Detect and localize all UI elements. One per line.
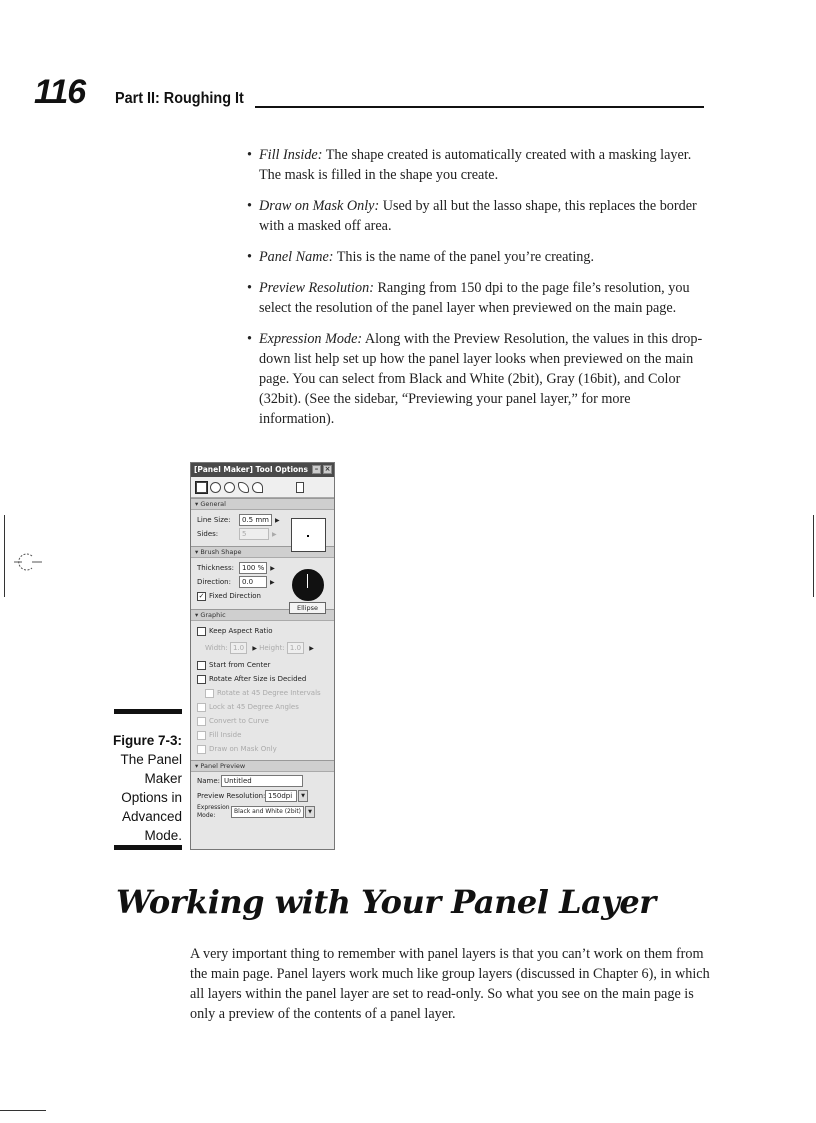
direction-label: Direction: [197,578,231,586]
sides-arrow-icon[interactable]: ▶ [272,531,277,538]
close-icon[interactable]: × [324,465,331,473]
width-label: Width: [205,644,228,652]
rotate-45-checkbox[interactable] [205,689,214,698]
draw-on-mask-checkbox[interactable] [197,745,206,754]
name-label: Name: [197,777,221,785]
section-general[interactable]: ▾ General [191,498,334,510]
convert-to-curve-label: Convert to Curve [209,717,269,725]
figure-bottom-bar [114,845,182,850]
preview-resolution-select[interactable]: 150dpi [265,790,297,802]
convert-to-curve-row [191,714,334,728]
fill-inside-row [191,728,334,742]
lock-45-row [191,700,334,714]
part-title: Part II: Roughing It [115,90,244,107]
ellipse-button[interactable]: Ellipse [289,602,326,614]
list-item [247,145,707,185]
section-brush-shape-label: Brush Shape [200,548,242,556]
page-number: 116 [34,73,86,111]
width-arrow-icon[interactable]: ▶ [252,645,257,652]
list-item [247,196,707,236]
start-from-center-checkbox[interactable] [197,661,206,670]
ellipse-tool-icon[interactable] [210,482,221,493]
line-size-input[interactable]: 0.5 mm [239,514,272,526]
lock-45-label: Lock at 45 Degree Angles [209,703,299,711]
bullet-text: Used by all but the lasso shape, this replaces the border with a masked off area. [259,198,697,234]
polygon-tool-icon[interactable] [238,482,249,493]
rotate-45-label: Rotate at 45 Degree Intervals [217,689,321,697]
figure-caption-text: The Panel Maker Options in Advanced Mode. [120,752,182,843]
direction-arrow-icon[interactable]: ▶ [270,579,275,586]
bullet-term: Expression Mode: [259,331,363,347]
body-paragraph: A very important thing to remember with panel layers is that you can’t work on them from the main page. Panel layers work much like group layers (discussed in Chapter 6), in which all layers within the panel layer are set to read-only. So what you see on the main page is only a preview of the contents of a panel layer. [190,946,710,1022]
expression-mode-row [191,804,334,824]
section-panel-preview-label: Panel Preview [200,762,246,770]
fill-inside-checkbox[interactable] [197,731,206,740]
fixed-direction-label: Fixed Direction [209,592,261,600]
name-row [191,774,334,788]
rotate-45-row [191,686,334,700]
keep-aspect-checkbox[interactable] [197,627,206,636]
list-item [247,247,707,267]
direction-input[interactable]: 0.0 [239,576,267,588]
width-input[interactable]: 1.0 [230,642,247,654]
shape-toolbar [191,477,334,498]
expression-mode-select[interactable]: Black and White (2bit) [231,806,304,818]
section-brush-shape[interactable]: ▾ Brush Shape [191,546,334,558]
section-heading: Working with Your Panel Layer [116,883,656,921]
bullet-text: Ranging from 150 dpi to the page file’s resolution, you select the resolution of the panel layer when previewed on the main page. [259,280,690,316]
line-size-label: Line Size: [197,516,231,524]
circle-tool-icon[interactable] [224,482,235,493]
expression-mode-label-1: Expression [197,804,230,811]
panel-menu-icon[interactable] [296,482,304,493]
lock-45-checkbox[interactable] [197,703,206,712]
width-height-row [191,638,334,658]
panel-maker-tool-options [190,462,335,850]
header-rule [255,106,704,108]
minimize-icon[interactable]: – [312,465,321,474]
bullet-term: Panel Name: [259,249,334,265]
height-arrow-icon[interactable]: ▶ [309,645,314,652]
line-size-arrow-icon[interactable]: ▶ [275,517,280,524]
footer-rule [0,1110,46,1111]
rectangle-tool-icon[interactable] [196,482,207,493]
keep-aspect-row [191,624,334,638]
preview-resolution-row [191,788,334,804]
bullet-term: Preview Resolution: [259,280,374,296]
bullet-text: This is the name of the panel you’re creating. [333,249,595,265]
convert-to-curve-checkbox[interactable] [197,717,206,726]
crop-mark-left [4,515,5,597]
panel-name-input[interactable]: Untitled [221,775,303,787]
section-general-label: General [200,500,226,508]
rotate-after-size-checkbox[interactable] [197,675,206,684]
height-input[interactable]: 1.0 [287,642,304,654]
figure-caption [108,731,182,845]
keep-aspect-label: Keep Aspect Ratio [209,627,273,635]
bullet-term: Fill Inside: [259,147,323,163]
panel-title: [Panel Maker] Tool Options [194,465,308,474]
chevron-down-icon[interactable]: ▼ [305,806,315,818]
height-label: Height: [259,644,285,652]
bullet-text: The shape created is automatically created with a masking layer. The mask is filled in the shape you create. [259,147,692,183]
thickness-arrow-icon[interactable]: ▶ [270,565,275,572]
figure-top-bar [114,709,182,714]
thickness-label: Thickness: [197,564,234,572]
fill-inside-label: Fill Inside [209,731,242,739]
bullet-term: Draw on Mask Only: [259,198,380,214]
crop-mark-right [813,515,814,597]
preview-resolution-label: Preview Resolution: [197,792,266,800]
start-from-center-label: Start from Center [209,661,271,669]
line-preview-box [291,518,326,552]
sides-label: Sides: [197,530,219,538]
rotate-after-size-row [191,672,334,686]
draw-on-mask-label: Draw on Mask Only [209,745,277,753]
list-item [247,329,707,429]
section-graphic-label: Graphic [200,611,226,619]
fixed-direction-checkbox[interactable]: ✓ [198,591,205,600]
brush-shape-preview-icon [292,569,324,601]
list-item [247,278,707,318]
sides-input[interactable]: 5 [239,528,269,540]
start-from-center-row [191,658,334,672]
section-graphic[interactable]: ▾ Graphic [191,609,334,621]
bullet-text: Along with the Preview Resolution, the values in this drop-down list help set up how the panel layer looks when previewed on the main page. You can select from Black and White (2bit), Gray (16bit), and Color (32bit). (See the sidebar, “Previewing your panel layer,” for more information). [259,331,703,427]
thickness-input[interactable]: 100 % [239,562,267,574]
chevron-down-icon[interactable]: ▼ [298,790,308,802]
lasso-tool-icon[interactable] [252,482,263,493]
draw-on-mask-row [191,742,334,756]
rotate-after-size-label: Rotate After Size is Decided [209,675,307,683]
option-list [247,145,707,440]
figure-label: Figure 7-3: [112,733,182,748]
registration-mark-icon [14,550,42,574]
expression-mode-label-2: Mode: [197,812,216,819]
section-panel-preview[interactable]: ▾ Panel Preview [191,760,334,772]
panel-title-bar [191,463,334,477]
